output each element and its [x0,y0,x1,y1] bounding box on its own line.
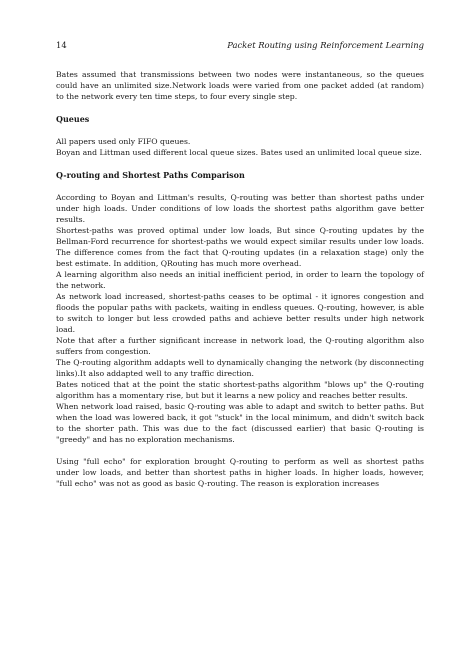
queues-paragraph-1: All papers used only FIFO queues. [56,137,191,146]
comparison-paragraph: According to Boyan and Littman's results, Q-routing was better than shortest paths under under high loads. Under conditions of low loads the shortest paths algorithm gave better results. [56,193,424,224]
comparison-paragraph: Shortest-paths was proved optimal under low loads, But since Q-routing updates by the Bellman-Ford recurrence for shortest-paths we would expect similar results under low loads. The difference comes from the fact that Q-routing updates (in a relaxation stage) only the best estimate. In addition, QRouting has much more overhead. [56,226,424,268]
paragraph-gap [56,445,424,456]
comparison-paragraph: When network load raised, basic Q-routing was able to adapt and switch to better paths. But when the load was lowered back, it got "stuck" in the local minimum, and didn't switch back to the shorter path. This was due to the fact (discussed earlier) that basic Q-routing is "greedy" and has no exploration mechanisms. [56,402,424,444]
running-title: Packet Routing using Reinforcement Learning [227,40,424,50]
running-header [56,40,424,51]
comparison-paragraph: Bates noticed that at the point the static shortest-paths algorithm "blows up" the Q-routing algorithm has a momentary rise, but but it learns a new policy and reaches better results. [56,380,424,400]
queues-paragraph-2: Boyan and Littman used different local queue sizes. Bates used an unlimited local queue size. [56,148,422,157]
paper-page [56,40,424,489]
page-number: 14 [56,40,67,50]
section-heading-queues: Queues [56,114,90,124]
intro-paragraph: Bates assumed that transmissions between two nodes were instantaneous, so the queues could have an unlimited size.Network loads were varied from one packet added (at random) to the network every ten time steps, to four every single step. [56,70,424,101]
section-heading-comparison: Q-routing and Shortest Paths Comparison [56,170,245,180]
comparison-final-paragraph: Using "full echo" for exploration brought Q-routing to perform as well as shortest paths under low loads, and better than shortest paths in higher loads. In higher loads, however, "full echo" was not as good as basic Q-routing. The reason is exploration increases [56,457,424,488]
comparison-paragraph: A learning algorithm also needs an initial inefficient period, in order to learn the topology of the network. [56,270,424,290]
comparison-paragraph: Note that after a further significant increase in network load, the Q-routing algorithm also suffers from congestion. [56,336,424,356]
comparison-paragraph: The Q-routing algorithm addapts well to dynamically changing the network (by disconnecting links).It also addapted well to any traffic direction. [56,358,424,378]
comparison-paragraph: As network load increased, shortest-paths ceases to be optimal - it ignores congestion and floods the popular paths with packets, waiting in endless queues. Q-routing, however, is able to switch to longer but less crowded paths and achieve better results under high network load. [56,292,424,334]
